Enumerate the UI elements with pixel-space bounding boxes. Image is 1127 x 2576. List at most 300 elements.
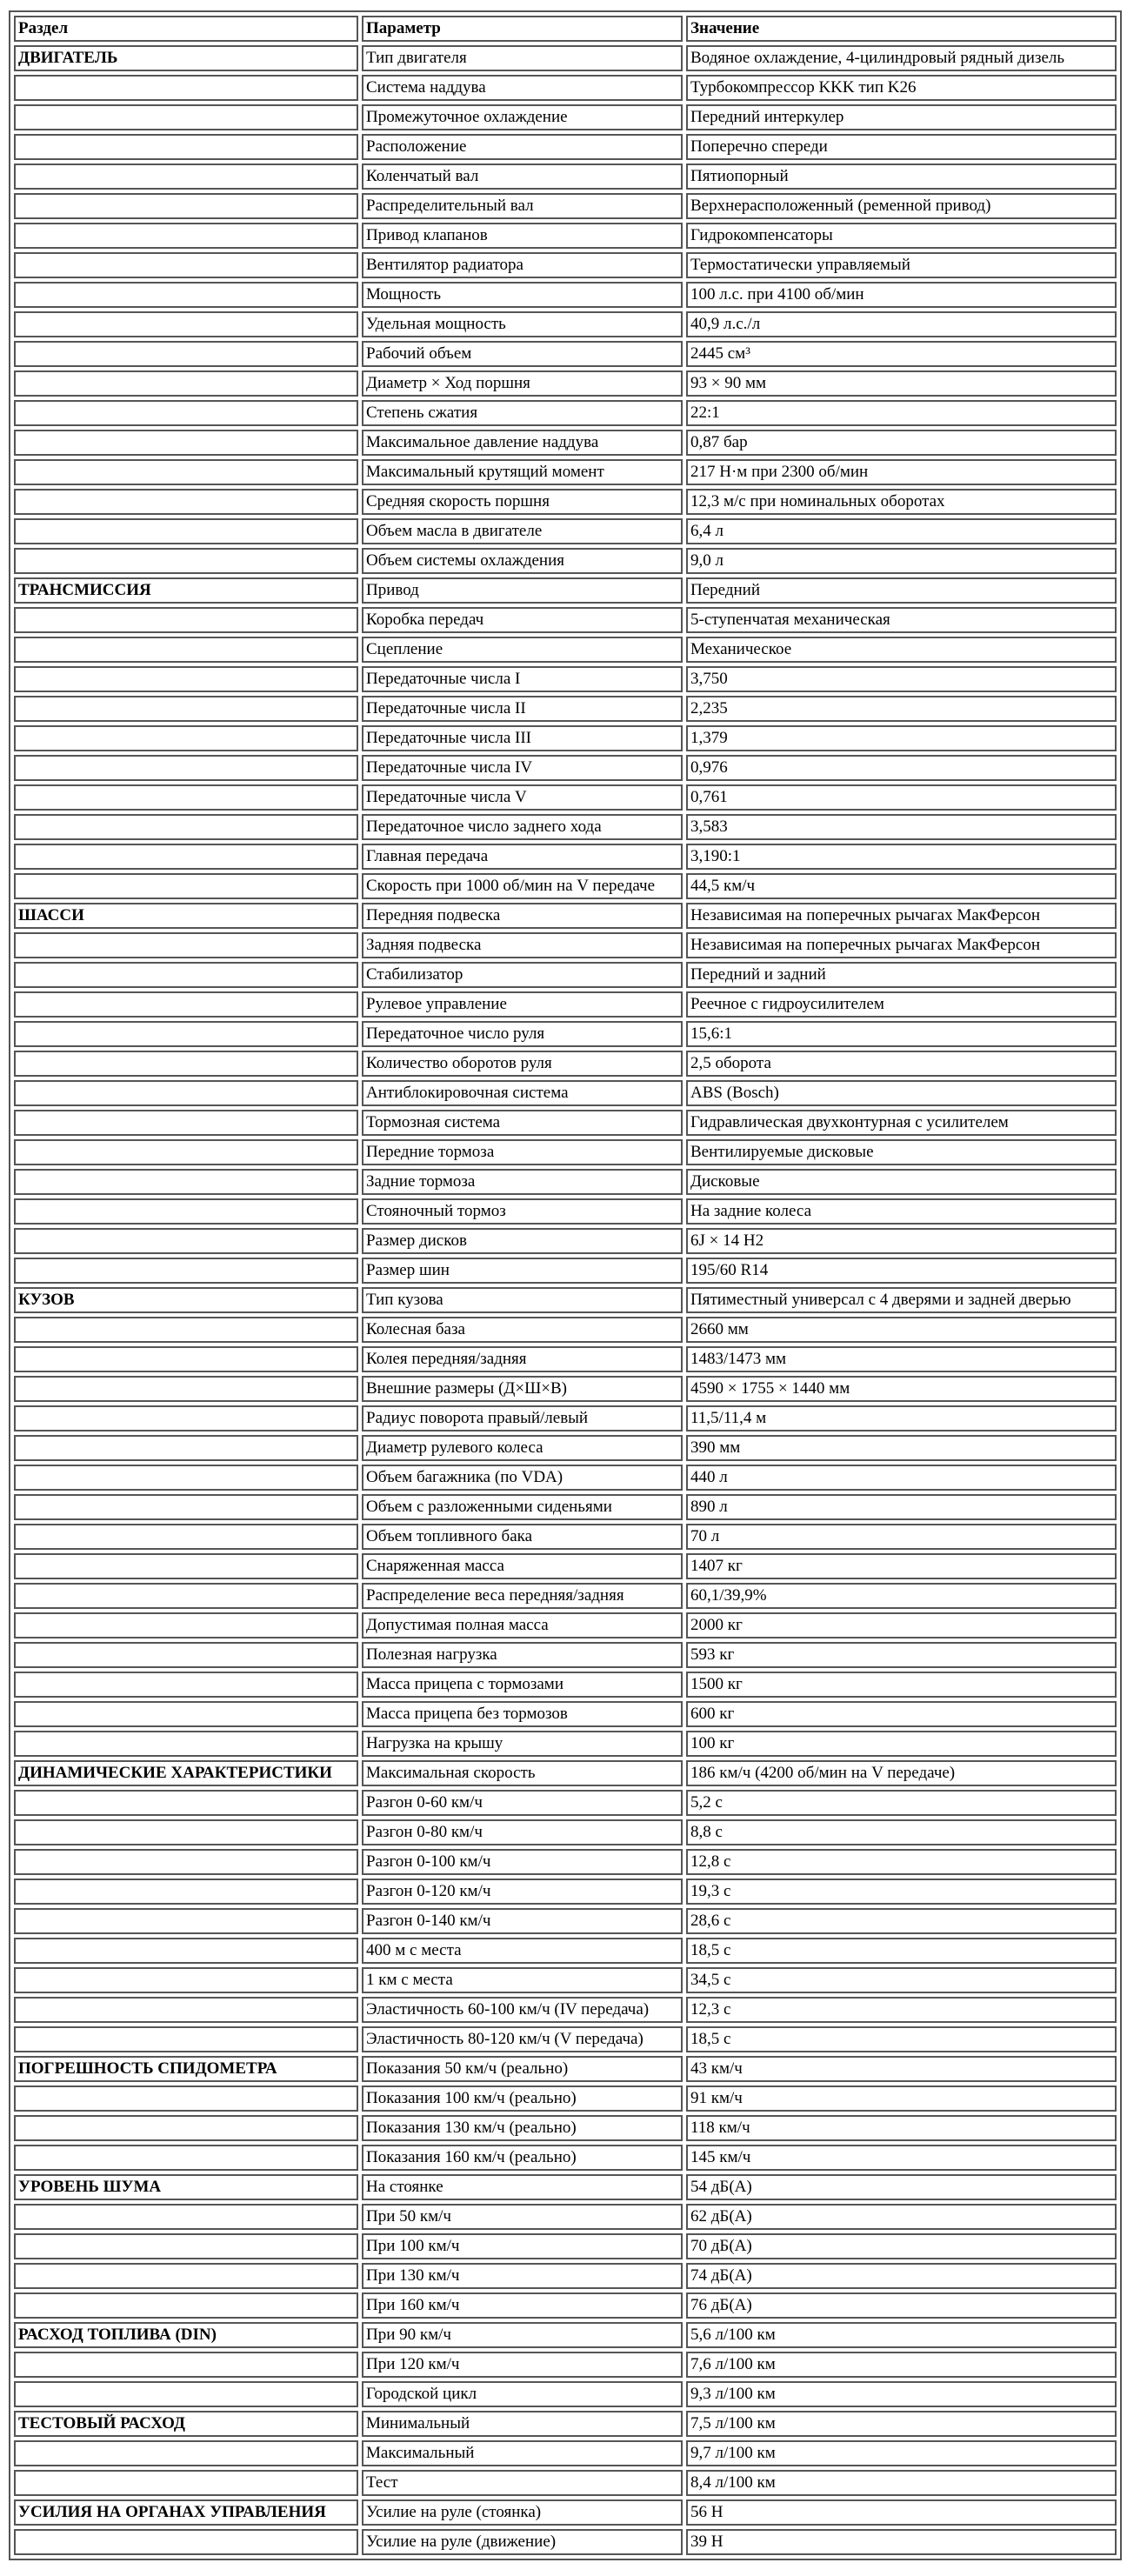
table-row: [14, 2115, 1117, 2141]
parameter-cell: Эластичность 80-120 км/ч (V передача): [362, 2026, 683, 2052]
table-row: [14, 459, 1117, 485]
parameter-cell: Разгон 0-60 км/ч: [362, 1790, 683, 1816]
value-cell: 0,87 бар: [686, 430, 1117, 456]
section-cell: [14, 1317, 358, 1343]
parameter-cell: Степень сжатия: [362, 400, 683, 426]
value-cell: 9,7 л/100 км: [686, 2440, 1117, 2466]
value-cell: 34,5 с: [686, 1967, 1117, 1993]
value-cell: Механическое: [686, 637, 1117, 663]
section-cell: [14, 223, 358, 249]
value-cell: Гидравлическая двухконтурная с усилителем: [686, 1110, 1117, 1136]
section-cell: [14, 164, 358, 190]
parameter-cell: Объем с разложенными сиденьями: [362, 1494, 683, 1520]
value-cell: Пятиместный универсал с 4 дверями и задней дверью: [686, 1287, 1117, 1313]
value-cell: 22:1: [686, 400, 1117, 426]
section-cell: [14, 1790, 358, 1816]
value-cell: 70 л: [686, 1524, 1117, 1550]
table-row: [14, 1228, 1117, 1254]
value-cell: 93 × 90 мм: [686, 370, 1117, 397]
table-row: [14, 1849, 1117, 1875]
parameter-cell: Масса прицепа с тормозами: [362, 1672, 683, 1698]
section-cell: УРОВЕНЬ ШУМА: [14, 2174, 358, 2200]
header-value: Значение: [686, 16, 1117, 42]
parameter-cell: Городской цикл: [362, 2381, 683, 2407]
value-cell: 70 дБ(А): [686, 2233, 1117, 2259]
value-cell: 76 дБ(А): [686, 2292, 1117, 2319]
parameter-cell: Размер шин: [362, 1258, 683, 1284]
section-cell: [14, 2470, 358, 2496]
parameter-cell: Передаточное число руля: [362, 1021, 683, 1047]
parameter-cell: Максимальный крутящий момент: [362, 459, 683, 485]
section-cell: [14, 400, 358, 426]
table-row: [14, 844, 1117, 870]
parameter-cell: Привод: [362, 577, 683, 604]
section-cell: [14, 104, 358, 130]
table-row: [14, 104, 1117, 130]
value-cell: 8,4 л/100 км: [686, 2470, 1117, 2496]
value-cell: Верхнерасположенный (ременной привод): [686, 193, 1117, 219]
table-row: [14, 548, 1117, 574]
value-cell: 9,0 л: [686, 548, 1117, 574]
table-row: [14, 75, 1117, 101]
value-cell: 186 км/ч (4200 об/мин на V передаче): [686, 1760, 1117, 1786]
parameter-cell: Рабочий объем: [362, 341, 683, 367]
section-cell: [14, 134, 358, 160]
parameter-cell: Разгон 0-140 км/ч: [362, 1908, 683, 1934]
section-cell: [14, 1938, 358, 1964]
section-cell: [14, 2381, 358, 2407]
parameter-cell: Разгон 0-100 км/ч: [362, 1849, 683, 1875]
parameter-cell: Колея передняя/задняя: [362, 1346, 683, 1372]
section-cell: [14, 1672, 358, 1698]
table-row: [14, 1317, 1117, 1343]
parameter-cell: Рулевое управление: [362, 991, 683, 1018]
section-cell: [14, 1819, 358, 1845]
table-row: [14, 1790, 1117, 1816]
value-cell: 6J × 14 H2: [686, 1228, 1117, 1254]
parameter-cell: Мощность: [362, 282, 683, 308]
value-cell: 600 кг: [686, 1701, 1117, 1727]
parameter-cell: Задняя подвеска: [362, 932, 683, 958]
value-cell: 1407 кг: [686, 1553, 1117, 1579]
value-cell: 7,5 л/100 км: [686, 2411, 1117, 2437]
section-cell: [14, 282, 358, 308]
value-cell: 19,3 с: [686, 1879, 1117, 1905]
section-cell: [14, 1258, 358, 1284]
table-row: [14, 430, 1117, 456]
table-row: [14, 2085, 1117, 2112]
table-row: [14, 1198, 1117, 1225]
value-cell: 11,5/11,4 м: [686, 1405, 1117, 1431]
section-cell: ДВИГАТЕЛЬ: [14, 45, 358, 71]
section-cell: [14, 1080, 358, 1106]
section-cell: ТРАНСМИССИЯ: [14, 577, 358, 604]
parameter-cell: Допустимая полная масса: [362, 1612, 683, 1638]
section-cell: [14, 1583, 358, 1609]
section-cell: [14, 370, 358, 397]
table-header: [14, 16, 1117, 42]
value-cell: 5-ступенчатая механическая: [686, 607, 1117, 633]
table-row: [14, 696, 1117, 722]
parameter-cell: Диаметр рулевого колеса: [362, 1435, 683, 1461]
section-cell: [14, 2292, 358, 2319]
value-cell: Водяное охлаждение, 4-цилиндровый рядный дизель: [686, 45, 1117, 71]
parameter-cell: При 130 км/ч: [362, 2263, 683, 2289]
value-cell: 100 л.с. при 4100 об/мин: [686, 282, 1117, 308]
section-cell: [14, 784, 358, 811]
table-row: [14, 164, 1117, 190]
parameter-cell: Диаметр × Ход поршня: [362, 370, 683, 397]
section-cell: [14, 962, 358, 988]
section-cell: [14, 489, 358, 515]
value-cell: 1500 кг: [686, 1672, 1117, 1698]
section-cell: [14, 1021, 358, 1047]
parameter-cell: Расположение: [362, 134, 683, 160]
value-cell: Реечное с гидроусилителем: [686, 991, 1117, 1018]
value-cell: 54 дБ(А): [686, 2174, 1117, 2200]
parameter-cell: Усилие на руле (стоянка): [362, 2499, 683, 2526]
parameter-cell: Объем топливного бака: [362, 1524, 683, 1550]
section-cell: [14, 1435, 358, 1461]
table-row: [14, 1879, 1117, 1905]
parameter-cell: Передаточное число заднего хода: [362, 814, 683, 840]
table-row: [14, 1287, 1117, 1313]
value-cell: 44,5 км/ч: [686, 873, 1117, 899]
table-row: [14, 666, 1117, 692]
parameter-cell: Передаточные числа II: [362, 696, 683, 722]
value-cell: 60,1/39,9%: [686, 1583, 1117, 1609]
value-cell: 2445 см³: [686, 341, 1117, 367]
value-cell: 8,8 с: [686, 1819, 1117, 1845]
parameter-cell: На стоянке: [362, 2174, 683, 2200]
table-row: [14, 2529, 1117, 2555]
section-cell: [14, 932, 358, 958]
section-cell: [14, 75, 358, 101]
parameter-cell: При 120 км/ч: [362, 2352, 683, 2378]
table-row: [14, 577, 1117, 604]
section-cell: [14, 1642, 358, 1668]
table-row: [14, 1672, 1117, 1698]
table-row: [14, 962, 1117, 988]
section-cell: [14, 873, 358, 899]
table-row: [14, 2056, 1117, 2082]
value-cell: 2000 кг: [686, 1612, 1117, 1638]
parameter-cell: Показания 100 км/ч (реально): [362, 2085, 683, 2112]
table-row: [14, 2470, 1117, 2496]
parameter-cell: Передаточные числа V: [362, 784, 683, 811]
section-cell: [14, 2204, 358, 2230]
section-cell: [14, 844, 358, 870]
table-row: [14, 2145, 1117, 2171]
section-cell: [14, 252, 358, 278]
section-cell: [14, 1228, 358, 1254]
value-cell: На задние колеса: [686, 1198, 1117, 1225]
parameter-cell: Размер дисков: [362, 1228, 683, 1254]
section-cell: [14, 341, 358, 367]
section-cell: [14, 1169, 358, 1195]
parameter-cell: Максимальная скорость: [362, 1760, 683, 1786]
parameter-cell: При 90 км/ч: [362, 2322, 683, 2348]
section-cell: [14, 1139, 358, 1165]
parameter-cell: Распределение веса передняя/задняя: [362, 1583, 683, 1609]
value-cell: 118 км/ч: [686, 2115, 1117, 2141]
parameter-cell: 1 км с места: [362, 1967, 683, 1993]
header-parameter: Параметр: [362, 16, 683, 42]
table-row: [14, 1405, 1117, 1431]
value-cell: 195/60 R14: [686, 1258, 1117, 1284]
table-row: [14, 193, 1117, 219]
parameter-cell: Коленчатый вал: [362, 164, 683, 190]
value-cell: 440 л: [686, 1465, 1117, 1491]
value-cell: Независимая на поперечных рычагах МакФерсон: [686, 932, 1117, 958]
table-row: [14, 903, 1117, 929]
parameter-cell: Максимальный: [362, 2440, 683, 2466]
value-cell: Пятиопорный: [686, 164, 1117, 190]
table-row: [14, 784, 1117, 811]
parameter-cell: Вентилятор радиатора: [362, 252, 683, 278]
section-cell: [14, 1198, 358, 1225]
parameter-cell: Стояночный тормоз: [362, 1198, 683, 1225]
section-cell: [14, 2085, 358, 2112]
section-cell: ТЕСТОВЫЙ РАСХОД: [14, 2411, 358, 2437]
value-cell: 3,190:1: [686, 844, 1117, 870]
table-row: [14, 1553, 1117, 1579]
value-cell: Передний интеркулер: [686, 104, 1117, 130]
table-row: [14, 400, 1117, 426]
parameter-cell: Тест: [362, 2470, 683, 2496]
parameter-cell: Нагрузка на крышу: [362, 1731, 683, 1757]
table-row: [14, 1731, 1117, 1757]
parameter-cell: Эластичность 60-100 км/ч (IV передача): [362, 1997, 683, 2023]
value-cell: Передний и задний: [686, 962, 1117, 988]
table-row: [14, 311, 1117, 337]
table-row: [14, 282, 1117, 308]
section-cell: [14, 1494, 358, 1520]
value-cell: 145 км/ч: [686, 2145, 1117, 2171]
value-cell: 1,379: [686, 725, 1117, 751]
section-cell: [14, 2145, 358, 2171]
table-row: [14, 1494, 1117, 1520]
table-row: [14, 1524, 1117, 1550]
section-cell: [14, 1110, 358, 1136]
section-cell: ШАССИ: [14, 903, 358, 929]
parameter-cell: Передняя подвеска: [362, 903, 683, 929]
parameter-cell: Передаточные числа IV: [362, 755, 683, 781]
value-cell: 2,5 оборота: [686, 1051, 1117, 1077]
section-cell: [14, 1465, 358, 1491]
table-row: [14, 370, 1117, 397]
table-row: [14, 223, 1117, 249]
value-cell: 40,9 л.с./л: [686, 311, 1117, 337]
parameter-cell: Сцепление: [362, 637, 683, 663]
table-row: [14, 1080, 1117, 1106]
section-cell: [14, 1997, 358, 2023]
value-cell: 1483/1473 мм: [686, 1346, 1117, 1372]
parameter-cell: Скорость при 1000 об/мин на V передаче: [362, 873, 683, 899]
parameter-cell: Главная передача: [362, 844, 683, 870]
table-row: [14, 1346, 1117, 1372]
value-cell: Гидрокомпенсаторы: [686, 223, 1117, 249]
section-cell: [14, 2529, 358, 2555]
value-cell: 2660 мм: [686, 1317, 1117, 1343]
table-row: [14, 1760, 1117, 1786]
table-row: [14, 2440, 1117, 2466]
value-cell: Вентилируемые дисковые: [686, 1139, 1117, 1165]
table-row: [14, 2411, 1117, 2437]
parameter-cell: Полезная нагрузка: [362, 1642, 683, 1668]
table-row: [14, 1938, 1117, 1964]
value-cell: 56 Н: [686, 2499, 1117, 2526]
table-row: [14, 1376, 1117, 1402]
parameter-cell: Радиус поворота правый/левый: [362, 1405, 683, 1431]
table-row: [14, 1435, 1117, 1461]
section-cell: [14, 1346, 358, 1372]
parameter-cell: Передаточные числа I: [362, 666, 683, 692]
value-cell: 4590 × 1755 × 1440 мм: [686, 1376, 1117, 1402]
table-row: [14, 991, 1117, 1018]
table-body: [14, 45, 1117, 2555]
section-cell: [14, 666, 358, 692]
value-cell: 12,8 с: [686, 1849, 1117, 1875]
parameter-cell: Тормозная система: [362, 1110, 683, 1136]
section-cell: [14, 1553, 358, 1579]
parameter-cell: Колесная база: [362, 1317, 683, 1343]
value-cell: 9,3 л/100 км: [686, 2381, 1117, 2407]
parameter-cell: Стабилизатор: [362, 962, 683, 988]
table-row: [14, 1701, 1117, 1727]
table-row: [14, 2499, 1117, 2526]
section-cell: [14, 814, 358, 840]
value-cell: 3,750: [686, 666, 1117, 692]
spec-table: [9, 10, 1122, 2560]
value-cell: Передний: [686, 577, 1117, 604]
table-row: [14, 489, 1117, 515]
table-row: [14, 607, 1117, 633]
parameter-cell: Показания 130 км/ч (реально): [362, 2115, 683, 2141]
section-cell: КУЗОВ: [14, 1287, 358, 1313]
table-row: [14, 1967, 1117, 1993]
table-row: [14, 1139, 1117, 1165]
parameter-cell: Средняя скорость поршня: [362, 489, 683, 515]
table-row: [14, 725, 1117, 751]
value-cell: 2,235: [686, 696, 1117, 722]
value-cell: 5,2 с: [686, 1790, 1117, 1816]
value-cell: 7,6 л/100 км: [686, 2352, 1117, 2378]
parameter-cell: Коробка передач: [362, 607, 683, 633]
parameter-cell: Объем масла в двигателе: [362, 518, 683, 544]
table-row: [14, 637, 1117, 663]
value-cell: 12,3 м/с при номинальных оборотах: [686, 489, 1117, 515]
table-row: [14, 1642, 1117, 1668]
value-cell: Дисковые: [686, 1169, 1117, 1195]
value-cell: 74 дБ(А): [686, 2263, 1117, 2289]
parameter-cell: Внешние размеры (Д×Ш×В): [362, 1376, 683, 1402]
section-cell: [14, 518, 358, 544]
parameter-cell: Количество оборотов руля: [362, 1051, 683, 1077]
section-cell: [14, 2026, 358, 2052]
parameter-cell: Максимальное давление наддува: [362, 430, 683, 456]
value-cell: Термостатически управляемый: [686, 252, 1117, 278]
section-cell: РАСХОД ТОПЛИВА (DIN): [14, 2322, 358, 2348]
parameter-cell: Привод клапанов: [362, 223, 683, 249]
section-cell: [14, 637, 358, 663]
value-cell: 3,583: [686, 814, 1117, 840]
parameter-cell: Распределительный вал: [362, 193, 683, 219]
parameter-cell: Промежуточное охлаждение: [362, 104, 683, 130]
parameter-cell: Показания 160 км/ч (реально): [362, 2145, 683, 2171]
parameter-cell: Система наддува: [362, 75, 683, 101]
table-row: [14, 1819, 1117, 1845]
value-cell: 100 кг: [686, 1731, 1117, 1757]
parameter-cell: При 100 км/ч: [362, 2233, 683, 2259]
parameter-cell: Тип кузова: [362, 1287, 683, 1313]
header-row: [14, 16, 1117, 42]
parameter-cell: Объем системы охлаждения: [362, 548, 683, 574]
section-cell: ПОГРЕШНОСТЬ СПИДОМЕТРА: [14, 2056, 358, 2082]
parameter-cell: Снаряженная масса: [362, 1553, 683, 1579]
parameter-cell: Минимальный: [362, 2411, 683, 2437]
value-cell: 62 дБ(А): [686, 2204, 1117, 2230]
table-row: [14, 2352, 1117, 2378]
section-cell: [14, 430, 358, 456]
section-cell: [14, 1376, 358, 1402]
value-cell: Турбокомпрессор KKK тип K26: [686, 75, 1117, 101]
table-row: [14, 2204, 1117, 2230]
section-cell: [14, 311, 358, 337]
parameter-cell: Масса прицепа без тормозов: [362, 1701, 683, 1727]
value-cell: 39 Н: [686, 2529, 1117, 2555]
section-cell: ДИНАМИЧЕСКИЕ ХАРАКТЕРИСТИКИ: [14, 1760, 358, 1786]
table-row: [14, 1021, 1117, 1047]
section-cell: [14, 459, 358, 485]
section-cell: [14, 1701, 358, 1727]
value-cell: 18,5 с: [686, 1938, 1117, 1964]
table-row: [14, 1258, 1117, 1284]
section-cell: [14, 1731, 358, 1757]
section-cell: [14, 2263, 358, 2289]
parameter-cell: Задние тормоза: [362, 1169, 683, 1195]
section-cell: [14, 725, 358, 751]
value-cell: 91 км/ч: [686, 2085, 1117, 2112]
table-row: [14, 2263, 1117, 2289]
table-row: [14, 2322, 1117, 2348]
table-row: [14, 1465, 1117, 1491]
section-cell: [14, 2352, 358, 2378]
value-cell: 0,761: [686, 784, 1117, 811]
parameter-cell: Удельная мощность: [362, 311, 683, 337]
value-cell: 390 мм: [686, 1435, 1117, 1461]
parameter-cell: Усилие на руле (движение): [362, 2529, 683, 2555]
section-cell: [14, 1879, 358, 1905]
table-row: [14, 1169, 1117, 1195]
table-row: [14, 2381, 1117, 2407]
table-row: [14, 932, 1117, 958]
parameter-cell: Разгон 0-120 км/ч: [362, 1879, 683, 1905]
section-cell: [14, 696, 358, 722]
table-row: [14, 1051, 1117, 1077]
section-cell: [14, 1849, 358, 1875]
value-cell: Поперечно спереди: [686, 134, 1117, 160]
section-cell: [14, 1051, 358, 1077]
table-row: [14, 1583, 1117, 1609]
value-cell: Независимая на поперечных рычагах МакФерсон: [686, 903, 1117, 929]
value-cell: 217 Н·м при 2300 об/мин: [686, 459, 1117, 485]
section-cell: [14, 755, 358, 781]
table-row: [14, 755, 1117, 781]
value-cell: 43 км/ч: [686, 2056, 1117, 2082]
table-row: [14, 2292, 1117, 2319]
value-cell: 18,5 с: [686, 2026, 1117, 2052]
